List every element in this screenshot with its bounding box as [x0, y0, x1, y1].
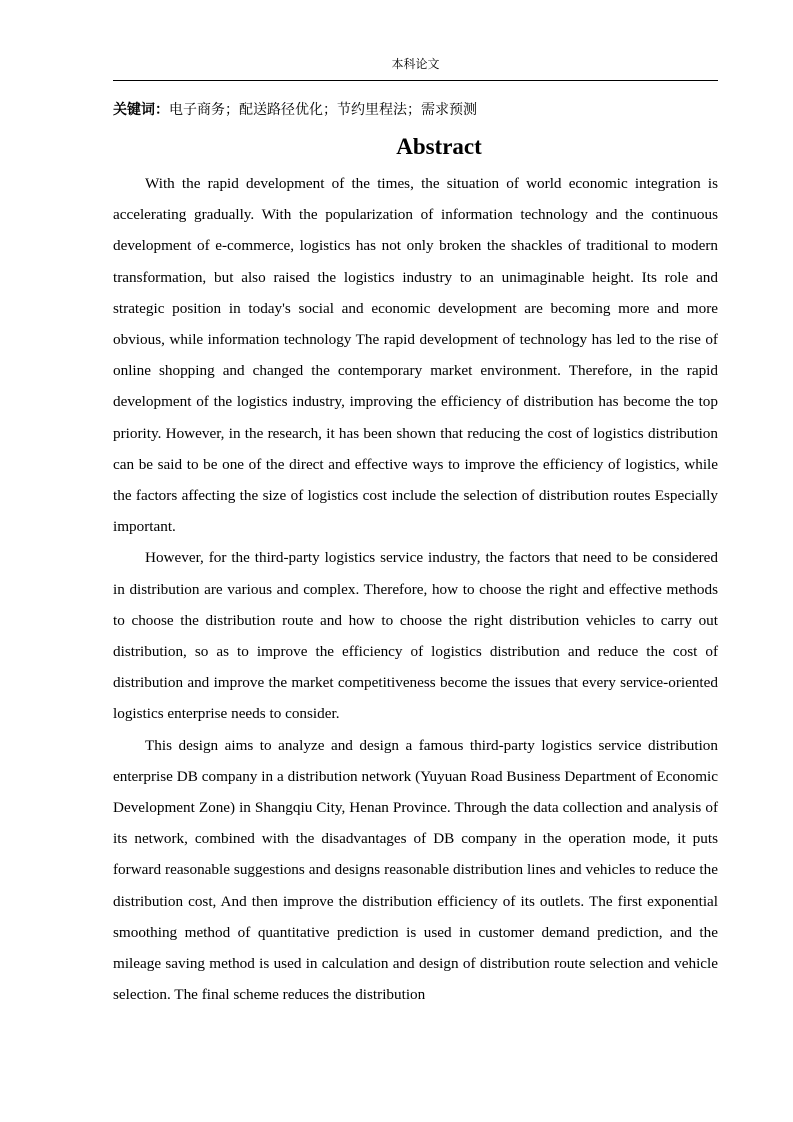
abstract-title: Abstract [396, 134, 482, 159]
header-divider [113, 80, 718, 81]
abstract-paragraph: This design aims to analyze and design a famous third-party logistics service distribution enterprise DB company in a distribution network (Yuyuan Road Business Department of Economic Development Zone) in Shangqiu City, Henan Province. Through the data collection and analysis of its network, combined with the disadvantages of DB company in the operation mode, it puts forward reasonable suggestions and designs reasonable distribution lines and vehicles to reduce the distribution cost, And then improve the distribution efficiency of its outlets. The first exponential smoothing method of quantitative prediction is used in customer demand prediction, and the mileage saving method is used in calculation and design of distribution route selection and vehicle selection. The final scheme reduces the distribution [113, 736, 718, 1004]
keywords-values: 电子商务；配送路径优化；节约里程法；需求预测 [169, 102, 477, 118]
abstract-paragraph: However, for the third-party logistics service industry, the factors that need to be considered in distribution are various and complex. Therefore, how to choose the right and effective methods to choose the distribution route and how to choose the right distribution vehicles to carry out distribution, so as to improve the efficiency of logistics distribution and reduce the cost of distribution and improve the market competitiveness become the issues that every service-oriented logistics enterprise needs to consider. [113, 549, 718, 723]
keywords-label: 关键词： [113, 102, 169, 118]
keywords-line [113, 100, 718, 120]
page-header: 本科论文 [391, 57, 440, 71]
abstract-body [113, 168, 718, 1010]
abstract-paragraph: With the rapid development of the times, the situation of world economic integration is accelerating gradually. With the popularization of information technology and the continuous development of e-commerce, logistics has not only broken the shackles of traditional to modern transformation, but also raised the logistics industry to an unimaginable height. Its role and strategic position in today's social and economic development are becoming more and more obvious, while information technology The rapid development of technology has led to the rise of online shopping and changed the contemporary market environment. Therefore, in the rapid development of the logistics industry, improving the efficiency of distribution has become the top priority. However, in the research, it has been shown that reducing the cost of logistics distribution can be said to be one of the direct and effective ways to improve the efficiency of logistics, while the factors affecting the size of logistics cost include the selection of distribution routes Especially important. [113, 175, 718, 536]
